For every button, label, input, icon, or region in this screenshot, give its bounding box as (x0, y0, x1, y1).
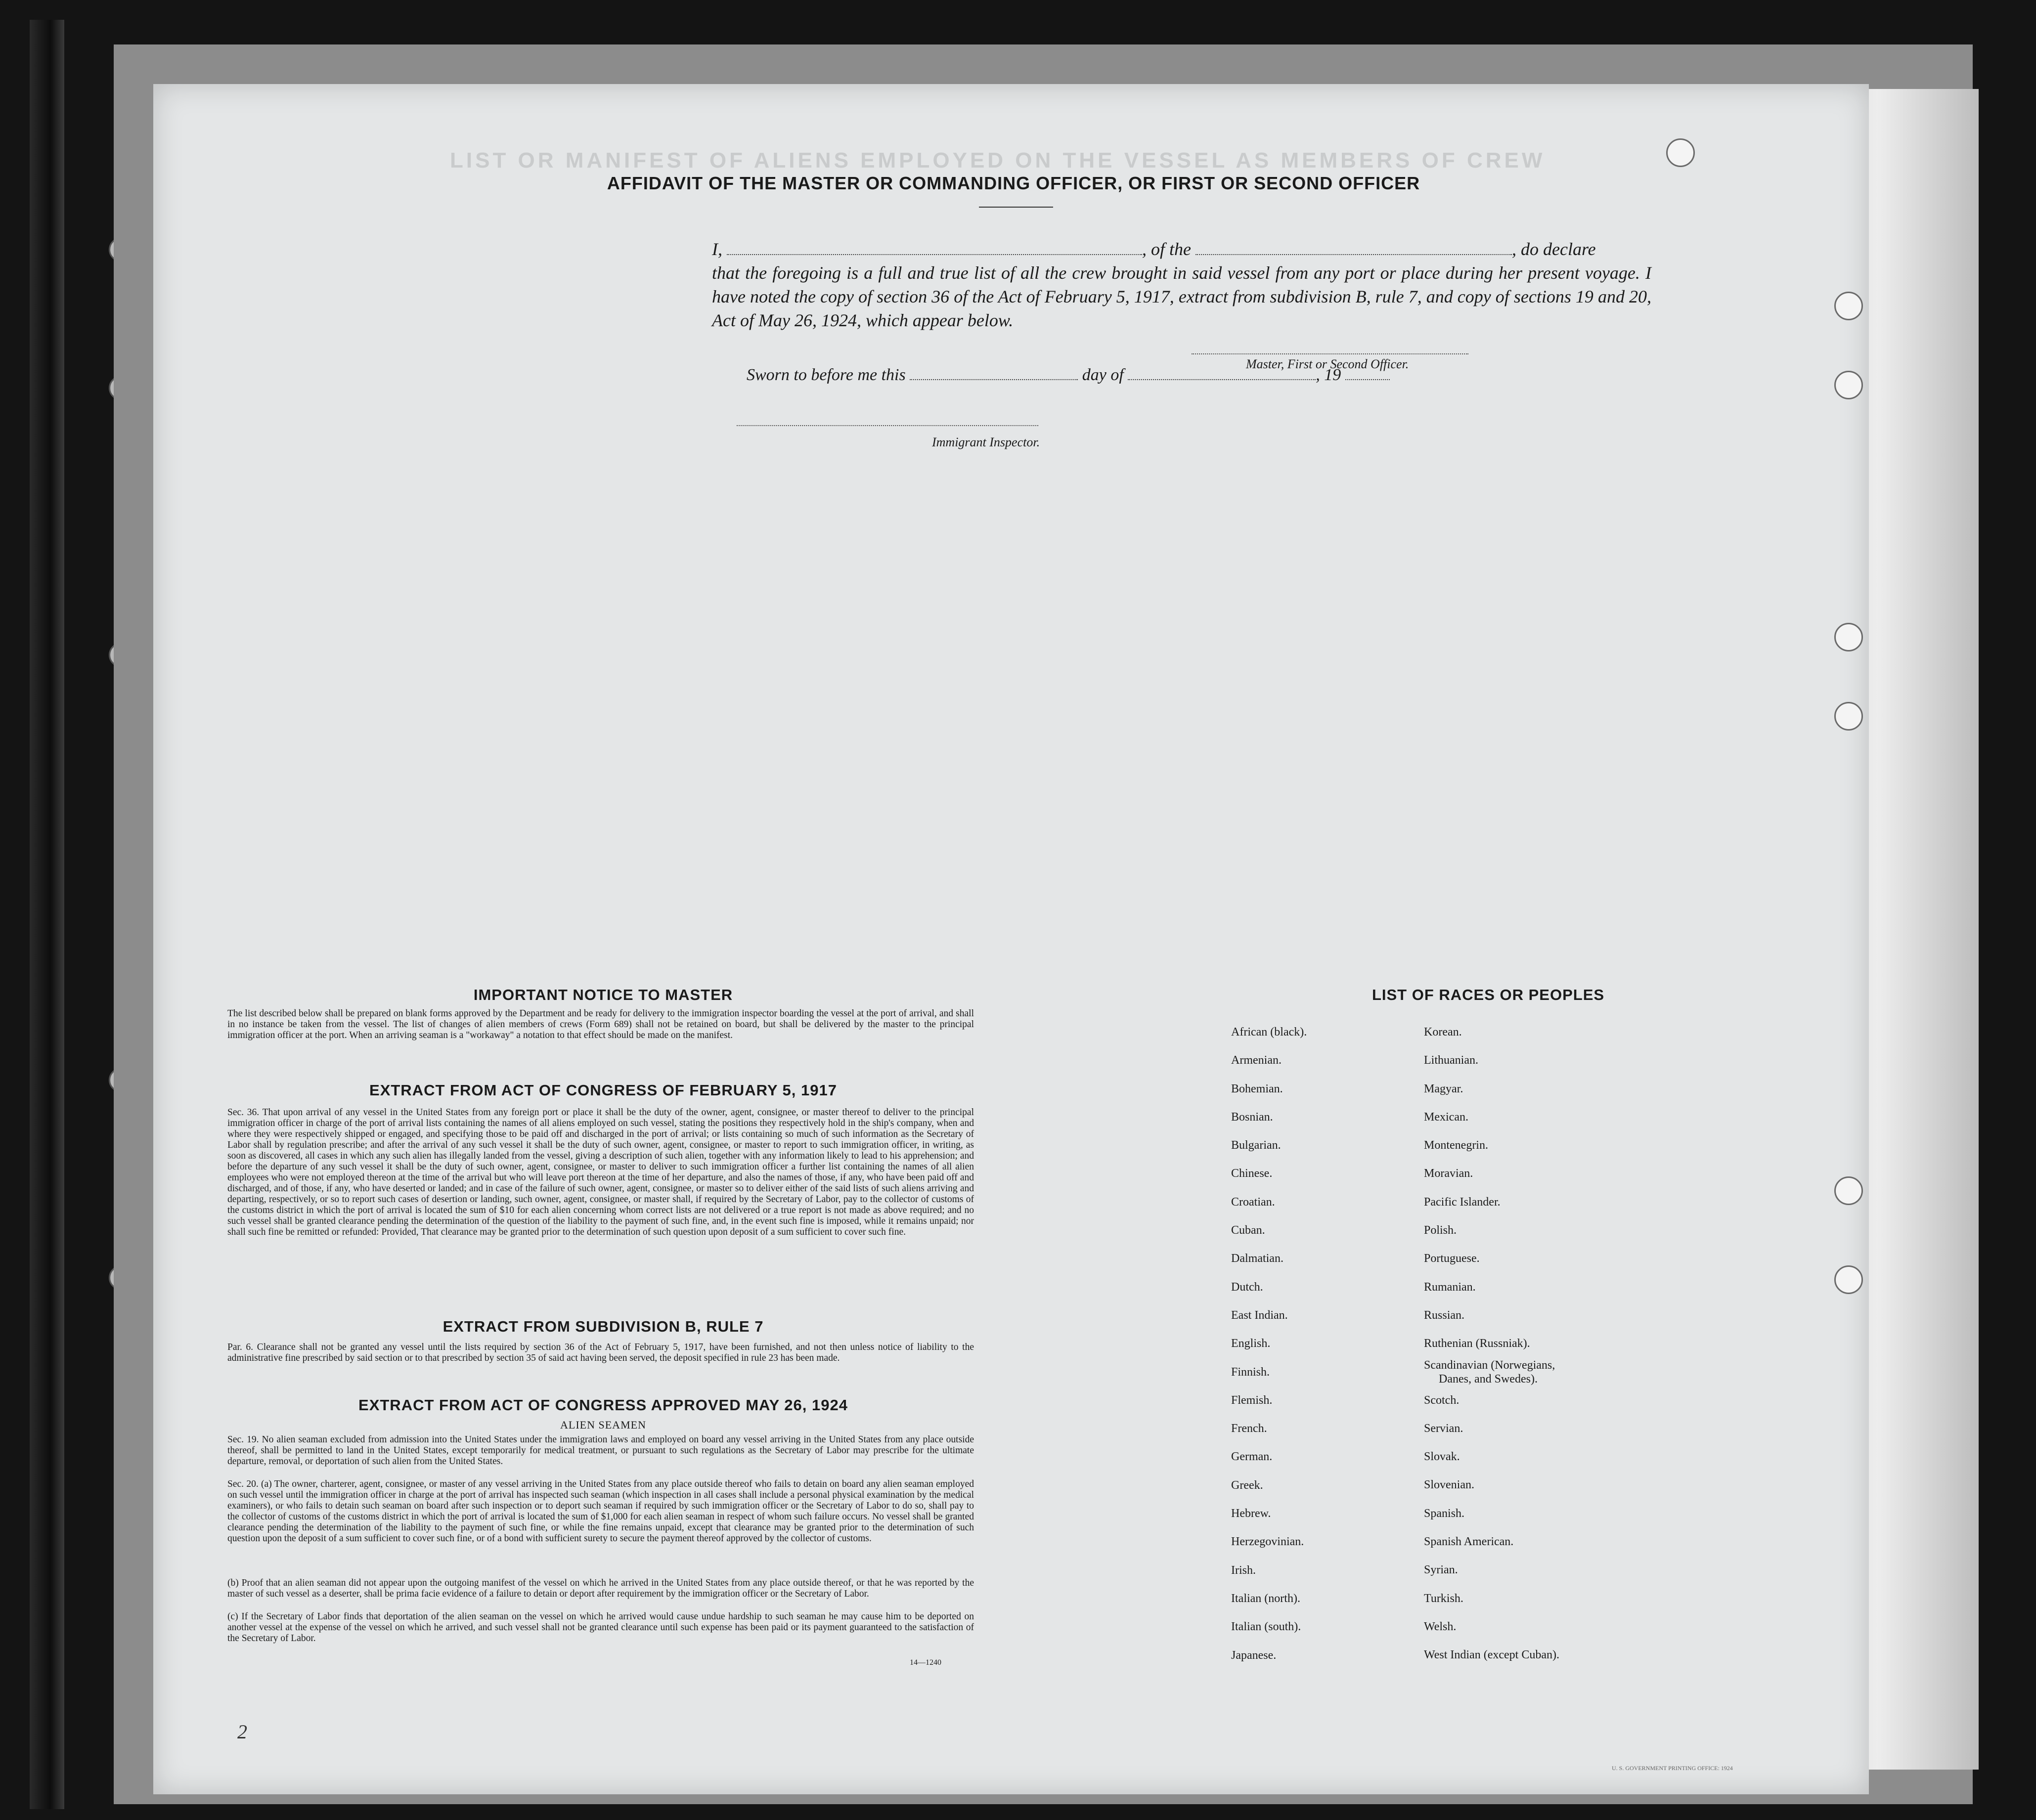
race-item: French. (1231, 1422, 1267, 1435)
race-item: Irish. (1231, 1563, 1256, 1577)
race-item: Lithuanian. (1424, 1054, 1478, 1067)
punch-hole (1834, 702, 1863, 731)
alien-seamen-subtitle: ALIEN SEAMEN (560, 1419, 646, 1431)
races-title: LIST OF RACES OR PEOPLES (1372, 986, 1605, 1003)
race-item: Bohemian. (1231, 1082, 1283, 1095)
affidavit-text: that the foregoing is a full and true list of all the crew brought in said vessel from any port or place during her present voyage. I have noted the copy of section 36 of the Act of February 5, 1917, extract from subdivision B, rule 7, and copy of sections 19 and 20, Act of May 26, 1924, which appear below. (712, 263, 1651, 330)
race-item: German. (1231, 1450, 1273, 1464)
master-signature-label: Master, First or Second Officer. (1246, 357, 1409, 371)
punch-hole (1834, 371, 1863, 399)
race-item: Korean. (1424, 1026, 1462, 1039)
race-item: Slovak. (1424, 1450, 1460, 1464)
race-item: English. (1231, 1337, 1271, 1350)
race-item: Welsh. (1424, 1620, 1457, 1633)
form-number: 14—1240 (910, 1658, 941, 1667)
race-item: Polish. (1424, 1224, 1457, 1237)
race-item: Syrian. (1424, 1563, 1458, 1577)
vessel-blank[interactable] (1195, 254, 1512, 255)
race-item: Scotch. (1424, 1393, 1460, 1407)
race-item: Chinese. (1231, 1167, 1273, 1180)
sec20a-text: Sec. 20. (a) The owner, charterer, agent, consignee, or master of any vessel arriving in the United States from any place outside thereof who fails to detain on board any alien seaman employed on such vessel until the immigration officer in charge at the port of arrival has inspected such seaman (which inspection in all cases shall include a personal physical examination by the medical examiners), or who fails to detain such seaman on board after such inspection or to deport such seaman if required by such immigration officer or the Secretary of Labor to do so, shall pay to the collector of customs of the customs district in which the port of arrival is located the sum of $1,000 for each alien seaman in respect of whom such failure occurs. No vessel shall be granted clearance pending the determination of the liability to the payment of such fine, or while the fine remains unpaid, except that clearance may be granted prior to the determination of such question upon the deposit of a sum sufficient to cover such fine, or of a bond with sufficient surety to secure the payment thereof approved by the collector of customs. (227, 1479, 974, 1544)
punch-hole (1834, 292, 1863, 320)
race-item: Mexican. (1424, 1110, 1468, 1124)
race-item: Flemish. (1231, 1393, 1273, 1407)
race-item: Portuguese. (1424, 1252, 1480, 1265)
race-item: Hebrew. (1231, 1507, 1271, 1520)
races-column-1 (1231, 1018, 1307, 1670)
extract-1917-title: EXTRACT FROM ACT OF CONGRESS OF FEBRUARY 5, 1917 (369, 1082, 837, 1099)
race-item: Rumanian. (1424, 1280, 1476, 1294)
pencil-mark: 2 (237, 1721, 247, 1743)
notice-title: IMPORTANT NOTICE TO MASTER (473, 986, 733, 1003)
race-item: Cuban. (1231, 1224, 1265, 1237)
punch-hole (1834, 1265, 1863, 1294)
title-rule (979, 207, 1053, 208)
extract-1917-text: Sec. 36. That upon arrival of any vessel in the United States from any foreign port or place it shall be the duty of the owner, agent, consignee, or master thereof to deliver to the principal immigration officer in charge of the port of arrival lists containing the names of all aliens employed on such vessel, stating the positions they respectively hold in the ship's company, when and where they were respectively shipped or engaged, and specifying those to be paid off and discharged in the port of arrival; or lists containing so much of such information as the Secretary of Labor shall by regulation prescribe; and after the arrival of any such vessel it shall be the duty of such owner, agent, consignee, or master to report to such immigration officer, in writing, as soon as discovered, all cases in which any such alien has illegally landed from the vessel, giving a description of such alien, together with any information likely to lead to his apprehension; and before the departure of any such vessel it shall be the duty of such owner, agent, consignee, or master to deliver to such immigration officer a further list containing the names of all alien employees who were not employed thereon at the time of the arrival but who will leave port thereon at the time of her departure, and also the names of those, if any, who have been paid off and discharged, and of those, if any, who have deserted or landed; and in case of the failure of such owner, agent, consignee, or master so to deliver either of the said lists of such aliens arriving and departing, respectively, or so to report such cases of desertion or landing, such owner, agent, consignee, or master shall, if required by the Secretary of Labor, pay to the collector of customs of the customs district in which the port of arrival is located the sum of $10 for each alien concerning whom correct lists are not delivered or a true report is not made as above required; and no such vessel shall be granted clearance pending the determination of the question of the liability to the payment of such fine, and, in the event such fine is imposed, while it remains unpaid; nor shall such fine be remitted or refunded: Provided, That clearance may be granted prior to the determination of such question upon deposit of a sum sufficient to cover such fine. (227, 1107, 974, 1237)
sec20b-text: (b) Proof that an alien seaman did not appear upon the outgoing manifest of the vessel on which he arrived in the United States from any place outside thereof, or that he was reported by the master of such vessel as a deserter, shall be prima facie evidence of a failure to detain or deport after requirement by the immigration officer or the Secretary of Labor. (227, 1578, 974, 1599)
rule7-title: EXTRACT FROM SUBDIVISION B, RULE 7 (443, 1318, 764, 1335)
race-item: Spanish. (1424, 1507, 1465, 1520)
punch-hole (1834, 1176, 1863, 1205)
punch-hole (1666, 138, 1695, 167)
race-item: Slovenian. (1424, 1478, 1474, 1492)
affidavit-declaration-line: I, , of the , do declare (712, 239, 1596, 259)
race-item (1424, 1358, 1559, 1387)
affidavit-title: AFFIDAVIT OF THE MASTER OR COMMANDING OFFICER, OR FIRST OR SECOND OFFICER (607, 173, 1420, 193)
race-item: Moravian. (1424, 1167, 1473, 1180)
race-item: Armenian. (1231, 1054, 1282, 1067)
races-column-2 (1424, 1018, 1559, 1670)
binder-spine (30, 20, 64, 1809)
race-item: Finnish. (1231, 1365, 1270, 1379)
rule7-text: Par. 6. Clearance shall not be granted any vessel until the lists required by section 36 of the Act of February 5, 1917, have been furnished, and not then unless notice of liability to the administrative fine prescribed by said section or to that prescribed by section 35 of said act having been served, the deposit specified in rule 23 has been made. (227, 1342, 974, 1363)
notice-text: The list described below shall be prepared on blank forms approved by the Department and be ready for delivery to the immigration inspector boarding the vessel at the port of arrival, and shall in no instance be taken from the vessel. The list of changes of alien members of crews (Form 689) shall not be retained on board, but shall be delivered by the master to the principal immigration officer at the port. When an arriving seaman is a "workaway" a notation to that effect should be made on the manifest. (227, 1008, 974, 1040)
race-item: Spanish American. (1424, 1535, 1514, 1549)
sworn-month-blank[interactable] (1128, 379, 1316, 380)
race-item: Italian (north). (1231, 1592, 1300, 1605)
race-item: Japanese. (1231, 1648, 1277, 1662)
sworn-year-blank[interactable] (1345, 379, 1390, 380)
race-item: Herzegovinian. (1231, 1535, 1304, 1549)
race-item: Croatian. (1231, 1195, 1275, 1209)
race-item: Servian. (1424, 1422, 1463, 1435)
race-item: Russian. (1424, 1308, 1465, 1322)
race-item: Turkish. (1424, 1592, 1463, 1605)
ghost-header: LIST OR MANIFEST OF ALIENS EMPLOYED ON THE VESSEL AS MEMBERS OF CREW (450, 148, 1546, 173)
name-blank[interactable] (727, 254, 1142, 255)
race-item: Montenegrin. (1424, 1139, 1488, 1152)
race-item: Magyar. (1424, 1082, 1463, 1095)
race-item: Ruthenian (Russniak). (1424, 1337, 1530, 1350)
printer-mark: U. S. GOVERNMENT PRINTING OFFICE: 1924 (1612, 1765, 1733, 1772)
race-item-line: Scandinavian (Norwegians, (1424, 1358, 1555, 1372)
race-item: West Indian (except Cuban). (1424, 1648, 1559, 1662)
race-item: African (black). (1231, 1026, 1307, 1039)
race-item: Dalmatian. (1231, 1252, 1284, 1265)
sec20c-text: (c) If the Secretary of Labor finds that deportation of the alien seaman on the vessel on which he arrived would cause undue hardship to such seaman he may cause him to be deported on another vessel at the expense of the vessel on which he arrived, and such vessel shall not be granted clearance until such expense has been paid or its payment guaranteed to the satisfaction of the Secretary of Labor. (227, 1611, 974, 1644)
sec19-text: Sec. 19. No alien seaman excluded from admission into the United States under the immigration laws and employed on board any vessel arriving in the United States from any place outside thereof, shall be permitted to land in the United States, except temporarily for medical treatment, or pursuant to such regulations as the Secretary of Labor may prescribe for the ultimate departure, removal, or deportation of such alien from the United States. (227, 1434, 974, 1467)
sworn-line: Sworn to before me this day of , 19 (747, 366, 1390, 385)
sworn-day-blank[interactable] (910, 379, 1078, 380)
race-item-continuation: Danes, and Swedes). (1439, 1372, 1538, 1386)
race-item: Bosnian. (1231, 1110, 1273, 1124)
race-item: Greek. (1231, 1478, 1263, 1492)
race-item: Pacific Islander. (1424, 1195, 1501, 1209)
inspector-label: Immigrant Inspector. (932, 435, 1040, 449)
master-signature-line[interactable] (1192, 353, 1468, 354)
affidavit-body (712, 237, 1651, 332)
manifest-page (153, 84, 1869, 1794)
race-item: Dutch. (1231, 1280, 1263, 1294)
inspector-signature-line[interactable] (737, 425, 1038, 426)
race-item: East Indian. (1231, 1308, 1288, 1322)
race-item: Italian (south). (1231, 1620, 1301, 1634)
race-item: Bulgarian. (1231, 1139, 1281, 1152)
extract-1924-title: EXTRACT FROM ACT OF CONGRESS APPROVED MAY 26, 1924 (358, 1396, 848, 1414)
punch-hole (1834, 623, 1863, 651)
